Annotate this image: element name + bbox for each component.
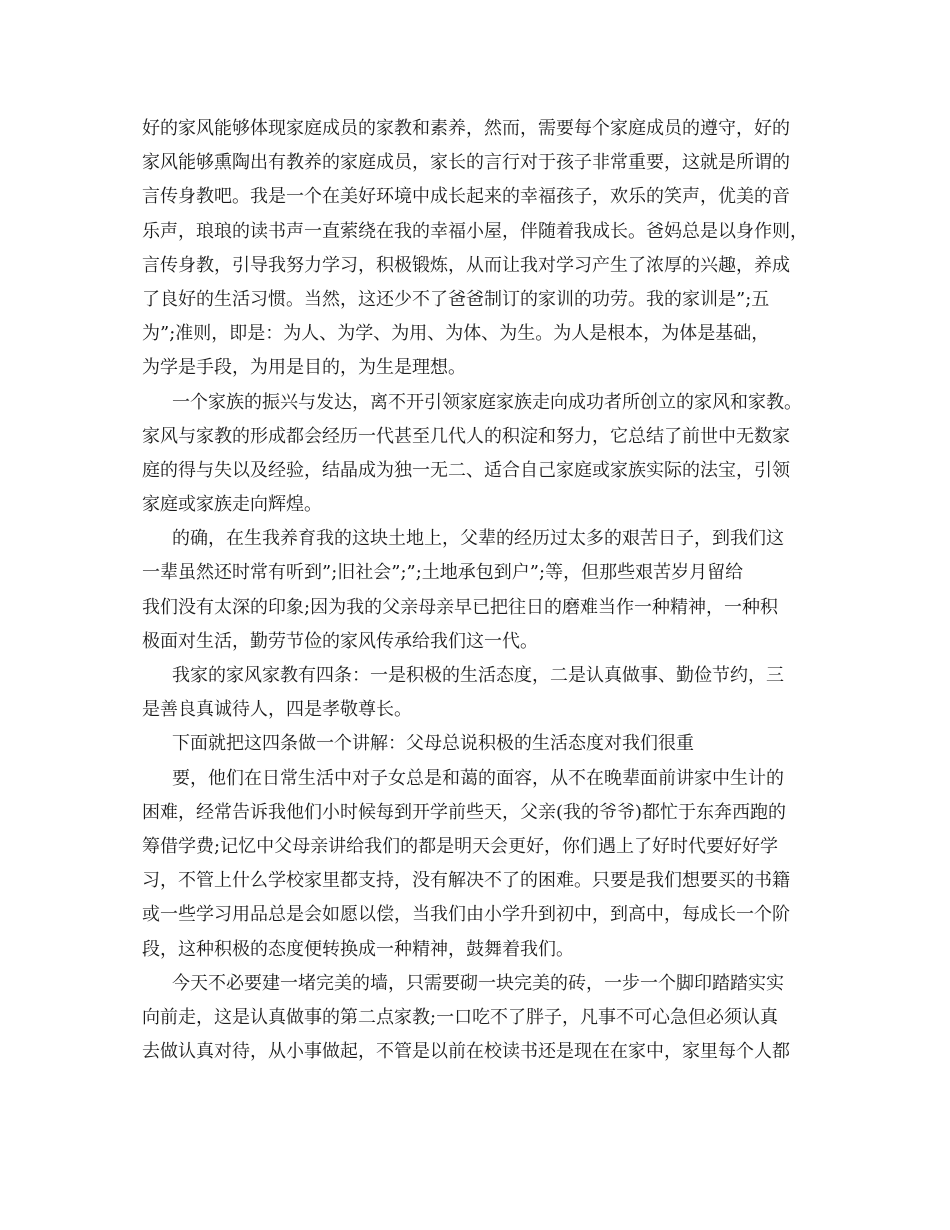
text-line: 我们没有太深的印象;因为我的父亲母亲早已把往日的磨难当作一种精神，一种积 bbox=[142, 596, 779, 618]
text-line: 家庭或家族走向辉煌。 bbox=[142, 494, 322, 516]
paragraph-first-line: 下面就把这四条做一个讲解：父母总说积极的生活态度对我们很重 bbox=[172, 733, 694, 755]
text-line: 极面对生活，勤劳节俭的家风传承给我们这一代。 bbox=[142, 630, 538, 652]
text-line: 一辈虽然还时常有听到”;旧社会”;”;土地承包到户”;等，但那些艰苦岁月留给 bbox=[142, 562, 744, 584]
text-line: 家风与家教的形成都会经历一代甚至几代人的积淀和努力，它总结了前世中无数家 bbox=[142, 425, 790, 447]
text-line: 了良好的生活习惯。当然，这还少不了爸爸制订的家训的功劳。我的家训是”;五 bbox=[142, 288, 770, 310]
text-line: 好的家风能够体现家庭成员的家教和素养，然而，需要每个家庭成员的遵守，好的 bbox=[142, 118, 790, 139]
text-line: 为学是手段，为用是目的，为生是理想。 bbox=[142, 357, 466, 379]
text-line: 筹借学费;记忆中父母亲讲给我们的都是明天会更好，你们遇上了好时代要好好学 bbox=[142, 835, 779, 857]
paragraph-first-line: 要，他们在日常生活中对子女总是和蔼的面容，从不在晚辈面前讲家中生计的 bbox=[172, 767, 784, 789]
text-line: 是善良真诚待人，四是孝敬尊长。 bbox=[142, 699, 412, 721]
text-line: 困难，经常告诉我他们小时候每到开学前些天，父亲(我的爷爷)都忙于东奔西跑的 bbox=[142, 801, 787, 823]
text-line: 庭的得与失以及经验，结晶成为独一无二、适合自己家庭或家族实际的法宝，引领 bbox=[142, 459, 790, 481]
paragraph-first-line: 一个家族的振兴与发达，离不开引领家庭家族走向成功者所创立的家风和家教。 bbox=[172, 391, 802, 413]
text-line: 或一些学习用品总是会如愿以偿，当我们由小学升到初中，到高中，每成长一个阶 bbox=[142, 904, 790, 926]
text-line: 向前走，这是认真做事的第二点家教;一口吃不了胖子，凡事不可心急但必须认真 bbox=[142, 1006, 779, 1028]
text-line: 家风能够熏陶出有教养的家庭成员，家长的言行对于孩子非常重要，这就是所谓的 bbox=[142, 152, 790, 174]
paragraph-first-line: 今天不必要建一堵完美的墙，只需要砌一块完美的砖，一步一个脚印踏踏实实 bbox=[172, 972, 784, 994]
text-line: 言传身教，引导我努力学习，积极锻炼，从而让我对学习产生了浓厚的兴趣，养成 bbox=[142, 254, 790, 276]
text-line: 为”;准则，即是：为人、为学、为用、为体、为生。为人是根本，为体是基础， bbox=[142, 323, 770, 345]
text-line: 言传身教吧。我是一个在美好环境中成长起来的幸福孩子，欢乐的笑声，优美的音 bbox=[142, 186, 790, 208]
paragraph-first-line: 我家的家风家教有四条：一是积极的生活态度，二是认真做事、勤俭节约，三 bbox=[172, 665, 784, 686]
text-line: 习，不管上什么学校家里都支持，没有解决不了的困难。只要是我们想要买的书籍 bbox=[142, 870, 790, 892]
text-line: 段，这种积极的态度便转换成一种精神，鼓舞着我们。 bbox=[142, 938, 574, 960]
paragraph-first-line: 的确，在生我养育我的这块土地上，父辈的经历过太多的艰苦日子，到我们这 bbox=[172, 528, 784, 550]
document-body bbox=[142, 112, 812, 1069]
text-line: 乐声，琅琅的读书声一直萦绕在我的幸福小屋，伴随着我成长。爸妈总是以身作则， bbox=[142, 220, 808, 242]
text-line: 去做认真对待，从小事做起，不管是以前在校读书还是现在在家中，家里每个人都 bbox=[142, 1041, 790, 1063]
